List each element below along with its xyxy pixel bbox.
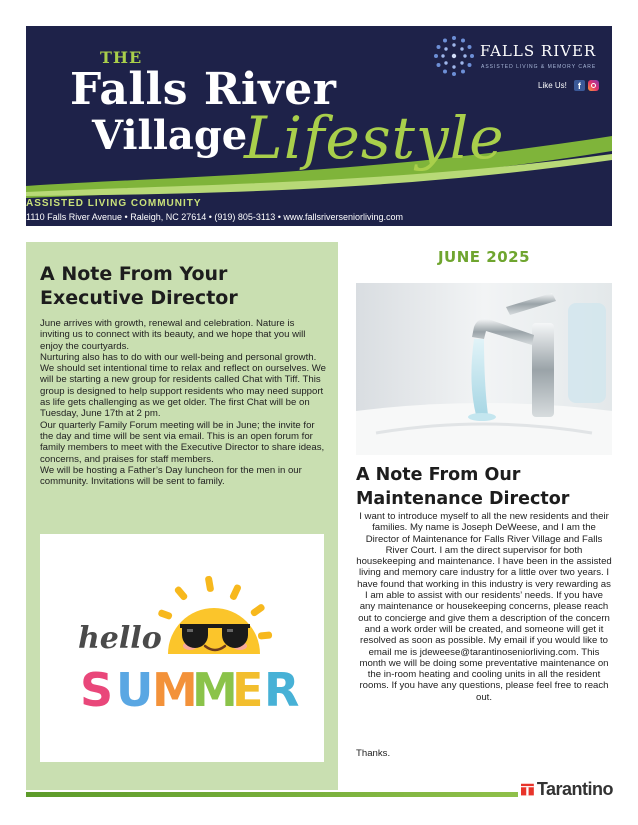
summer-letter-m2: M [192, 663, 238, 717]
masthead-title-script: Lifestyle [244, 104, 505, 172]
issue-month: JUNE 2025 [437, 248, 531, 266]
executive-director-body [40, 318, 326, 487]
executive-paragraph: Our quarterly Family Forum meeting will be in June; the invite for the day and time will be sent via email. This is an open forum for family members to meet with the Executive Director to share ideas, concerns, and praises for staff members. [40, 419, 325, 465]
falls-river-logo [432, 34, 608, 80]
tarantino-wordmark: Tarantino [536, 778, 613, 799]
maintenance-director-body: I want to introduce myself to all the new residents and their families. My name is Joseph DeWeese, and I am the Director of Maintenance for Falls River Village and Falls River Court. I am the direct supervisor for both housekeeping and maintenance. I have been in the assisted living and memory care industry for a little over two years. I have found that working in this industry is very rewarding as I am able to assist with our residents’ needs. If you have any maintenance or housekeeping concerns, please reach out to concierge and give them a description of the concern and a work order will be created, and someone will get it resolved as soon as possible. My email if you would like to email me is jdeweese@tarantinoseniorliving.com. This month we will be doing some preventative maintenance on the in-room heating and cooling units in all the resident rooms. If you have any questions, please feel free to reach out. [356, 511, 612, 703]
hello-summer-illustration [40, 534, 324, 762]
like-us-label: Like Us! [538, 80, 567, 90]
hello-text: hello [78, 621, 162, 656]
tarantino-mark-icon [521, 778, 534, 800]
hello-summer-graphic [40, 534, 324, 762]
executive-director-heading: A Note From Your Executive Director [40, 263, 238, 309]
social-links [538, 78, 599, 92]
maintenance-closing: Thanks. [356, 748, 391, 759]
falls-river-logo-tagline: ASSISTED LIVING & MEMORY CARE [481, 64, 597, 70]
summer-letter-u: U [116, 663, 154, 717]
instagram-icon[interactable] [588, 80, 599, 91]
summer-text [80, 663, 299, 717]
summer-letter-s: S [80, 663, 114, 717]
masthead-the: THE [100, 48, 143, 67]
summer-letter-e: E [232, 663, 264, 717]
executive-paragraph: June arrives with growth, renewal and celebration. Nature is inviting us to connect with its beauty, and we hope that you will enjoy the courtyards. [40, 318, 306, 352]
masthead-title-line1: Falls River [70, 64, 337, 115]
facebook-icon[interactable]: f [574, 80, 585, 91]
masthead [26, 26, 612, 226]
executive-paragraph: Nurturing also has to do with our well-being and personal growth. We should set intentional time to relax and reflect on ourselves. We will be starting a new group for residents called Chat with Tiff. This group is designed to help support residents who may need support as life gets challenging as we get older. The first Chat will be on Tuesday, June 17th at 2 pm. [40, 351, 327, 420]
falls-river-logo-name: FALLS RIVER [480, 42, 597, 60]
footer-bar [26, 792, 518, 797]
tarantino-logo [521, 777, 613, 801]
summer-letter-r: R [264, 663, 300, 717]
faucet-illustration [356, 283, 612, 455]
summer-letter-m1: M [152, 663, 198, 717]
executive-paragraph: We will be hosting a Father’s Day luncheon for the men in our community. Invitations will be sent to family. [40, 464, 302, 488]
falls-river-logo-dots-icon [432, 34, 476, 78]
faucet-photo [356, 283, 612, 455]
maintenance-director-heading: A Note From Our Maintenance Director [356, 465, 570, 509]
masthead-address: 1110 Falls River Avenue • Raleigh, NC 27614 • (919) 805-3113 • www.fallsriverseniorliving.com [26, 212, 403, 222]
masthead-title-line2: Village [92, 112, 248, 159]
masthead-community: ASSISTED LIVING COMMUNITY [26, 198, 202, 209]
